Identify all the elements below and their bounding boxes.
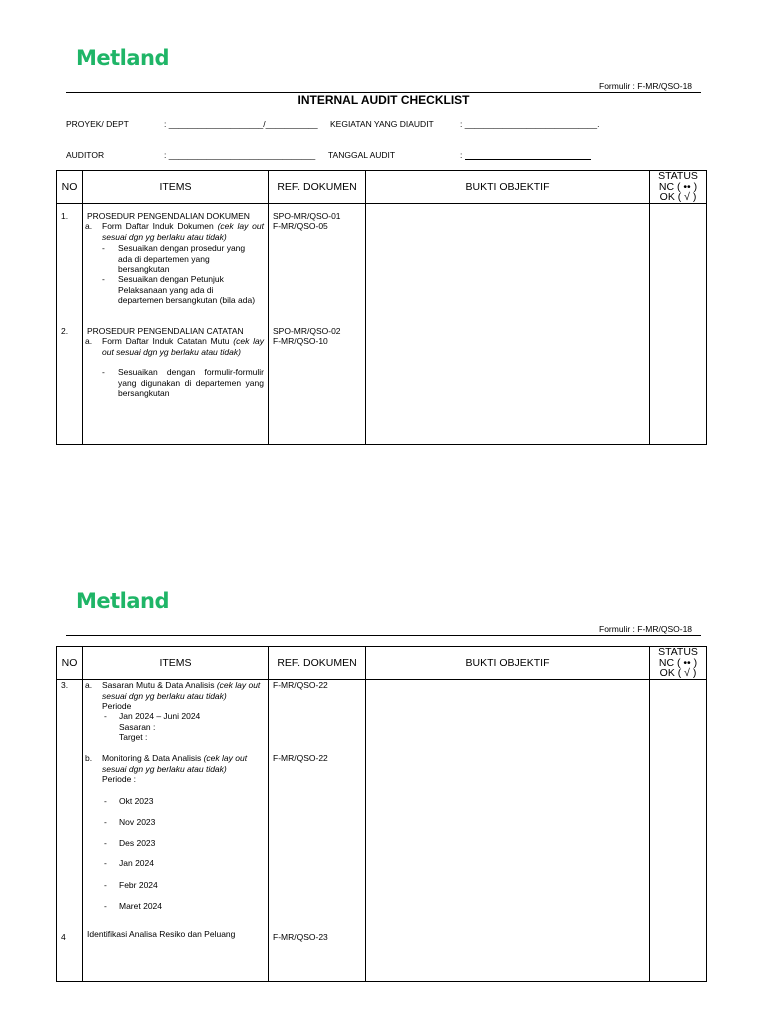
header-divider [66, 635, 701, 636]
status-label: STATUS [658, 170, 698, 183]
bullet-dash: - [104, 858, 107, 868]
ref-doc: F-MR/QSO-22 [273, 753, 328, 763]
items-cell [83, 680, 269, 982]
status-cell[interactable] [650, 204, 707, 445]
month-item: Maret 2024 [119, 901, 162, 911]
kegiatan-label: KEGIATAN YANG DIAUDIT [330, 119, 434, 129]
periode-range: Jan 2024 – Juni 2024 [119, 711, 201, 721]
month-item: Febr 2024 [119, 880, 158, 890]
item-sub-a-text: Form Daftar Induk Catatan Mutu [102, 336, 230, 346]
item-sub-a-note: (cek lay out sesuai dgn yg berlaku atau tidak) [102, 680, 261, 701]
item-sub-a [102, 680, 266, 701]
status-nc: NC ( •• ) [658, 180, 698, 193]
form-code: Formulir : F-MR/QSO-18 [599, 624, 693, 634]
status-ok: OK ( √ ) [659, 191, 697, 204]
item-sub-a-note: (cek lay out sesuai dgn yg berlaku atau tidak) [102, 221, 264, 242]
auditor-field[interactable]: : _______________________________ [164, 150, 316, 160]
row-number-4: 4 [61, 932, 66, 942]
header-items: ITEMS [83, 647, 269, 680]
item-sub-a-note: (cek lay out sesuai dgn yg berlaku atau tidak) [102, 336, 264, 357]
item-sub-a-text: Sasaran Mutu & Data Analisis [102, 680, 215, 690]
month-item: Des 2023 [119, 838, 156, 848]
table-row [57, 680, 707, 982]
ref-doc: SPO-MR/QSO-02 [273, 326, 341, 336]
item-sub-b-note: (cek lay out sesuai dgn yg berlaku atau tidak) [102, 753, 248, 774]
table-row [57, 204, 707, 445]
row-number-3: 3. [61, 680, 69, 690]
item-marker-a: a. [85, 680, 93, 690]
metland-logo: Metland [76, 46, 170, 70]
status-ok: OK ( √ ) [659, 667, 697, 680]
month-item: Jan 2024 [119, 858, 154, 868]
header-no: NO [57, 171, 83, 204]
bullet-dash: - [104, 838, 107, 848]
bullet-dash: - [104, 711, 107, 721]
item-marker-a: a. [85, 336, 93, 346]
ref-doc: F-MR/QSO-05 [273, 221, 328, 231]
form-code: Formulir : F-MR/QSO-18 [599, 81, 693, 91]
item-marker-a: a. [85, 221, 93, 231]
ref-doc: F-MR/QSO-10 [273, 336, 328, 346]
item-sub-a [102, 221, 264, 242]
header-status [650, 171, 707, 204]
item-heading-2: PROSEDUR PENGENDALIAN CATATAN [87, 326, 244, 336]
bullet-dash: - [102, 243, 105, 253]
item-sub-a-text: Form Daftar Induk Dokumen [102, 221, 214, 231]
bukti-cell[interactable] [366, 680, 650, 982]
item-sub-a [102, 336, 264, 357]
sasaran-label: Sasaran : [119, 722, 156, 732]
month-item: Nov 2023 [119, 817, 156, 827]
header-bukti: BUKTI OBJEKTIF [366, 171, 650, 204]
kegiatan-field[interactable]: : ____________________________. [460, 119, 600, 129]
row-number-2: 2. [61, 326, 69, 336]
header-ref: REF. DOKUMEN [269, 647, 366, 680]
item-marker-b: b. [85, 753, 93, 763]
proyek-field[interactable]: : ____________________/___________ [164, 119, 318, 129]
no-cell [57, 680, 83, 982]
item-sub-b-text: Monitoring & Data Analisis [102, 753, 202, 763]
header-status [650, 647, 707, 680]
status-nc: NC ( •• ) [658, 656, 698, 669]
header-items: ITEMS [83, 171, 269, 204]
table-header-row [57, 171, 707, 204]
proyek-label: PROYEK/ DEPT [66, 119, 129, 129]
table-header-row [57, 647, 707, 680]
bullet-text: Sesuaikan dengan prosedur yang ada di departemen yang bersangkutan [118, 243, 246, 274]
header-no: NO [57, 647, 83, 680]
auditor-label: AUDITOR [66, 150, 105, 160]
periode-label: Periode : [102, 774, 137, 784]
ref-cell [269, 204, 366, 445]
ref-cell [269, 680, 366, 982]
bullet-dash: - [104, 901, 107, 911]
ref-doc: SPO-MR/QSO-01 [273, 211, 341, 221]
items-cell [83, 204, 269, 445]
checklist-table-page2 [56, 646, 707, 982]
ref-doc: F-MR/QSO-22 [273, 680, 328, 690]
checklist-table-page1 [56, 170, 707, 445]
periode-label: Periode [102, 701, 132, 711]
tanggal-field[interactable]: : [460, 150, 463, 160]
header-ref: REF. DOKUMEN [269, 171, 366, 204]
bullet-text: Sesuaikan dengan Petunjuk Pelaksanaan yang ada di departemen bersangkutan (bila ada) [118, 274, 256, 305]
bullet-dash: - [104, 817, 107, 827]
item-sub-b [102, 753, 266, 774]
status-label: STATUS [658, 646, 698, 659]
page-title: INTERNAL AUDIT CHECKLIST [297, 93, 470, 107]
bullet-dash: - [102, 274, 105, 284]
month-item: Okt 2023 [119, 796, 154, 806]
metland-logo: Metland [76, 589, 170, 613]
row-number-1: 1. [61, 211, 69, 221]
item-heading-1: PROSEDUR PENGENDALIAN DOKUMEN [87, 211, 250, 221]
bullet-dash: - [102, 367, 105, 377]
bullet-text: Sesuaikan dengan formulir-formulir yang digunakan di departemen yang bersangkutan [118, 367, 264, 398]
item-heading-4: Identifikasi Analisa Resiko dan Peluang [87, 929, 236, 939]
status-cell[interactable] [650, 680, 707, 982]
bukti-cell[interactable] [366, 204, 650, 445]
bullet-dash: - [104, 796, 107, 806]
ref-doc: F-MR/QSO-23 [273, 932, 328, 942]
no-cell [57, 204, 83, 445]
tanggal-label: TANGGAL AUDIT [328, 150, 396, 160]
target-label: Target : [119, 732, 148, 742]
tanggal-underline [465, 159, 591, 160]
bullet-dash: - [104, 880, 107, 890]
header-bukti: BUKTI OBJEKTIF [366, 647, 650, 680]
